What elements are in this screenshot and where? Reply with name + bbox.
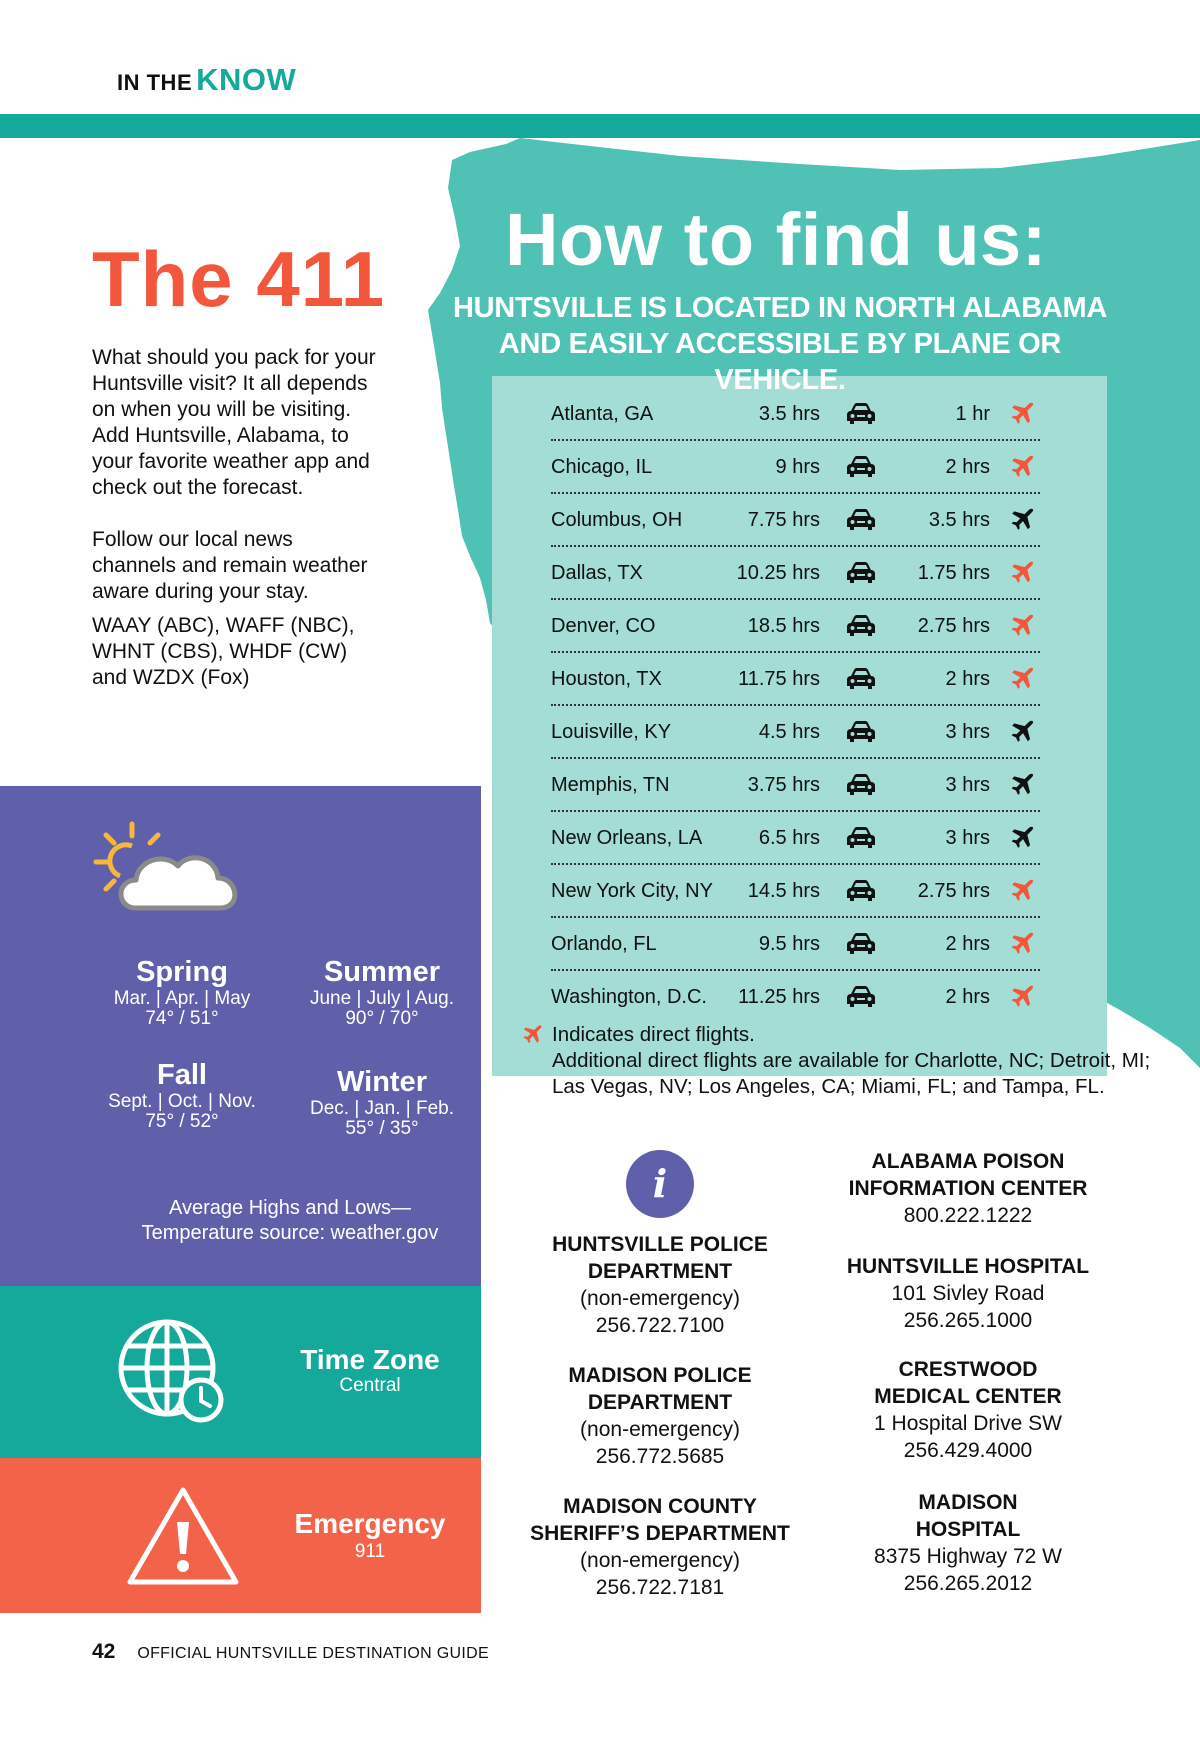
find-us-subtitle	[430, 290, 1130, 398]
row-drive-time: 9.5 hrs	[758, 933, 820, 955]
row-city: Columbus, OH	[551, 509, 683, 531]
season-months: June | July | Aug.	[309, 988, 454, 1009]
contact-huntsville-police	[510, 1231, 810, 1339]
note-direct-flights: Indicates direct flights.	[552, 1023, 755, 1046]
row-flight-time: 2 hrs	[945, 933, 990, 955]
table-row	[551, 812, 1040, 865]
row-drive-time: 9 hrs	[775, 456, 820, 478]
season-months: Dec. | Jan. | Feb.	[310, 1098, 454, 1119]
contact-phone: 256.265.1000	[903, 1309, 1033, 1332]
row-city: Louisville, KY	[551, 721, 672, 743]
contact-phone: 256.265.2012	[903, 1572, 1033, 1595]
season-winter	[282, 1068, 482, 1138]
contact-phone: 256.722.7181	[595, 1576, 725, 1599]
table-row	[551, 865, 1040, 918]
find-us-subtitle-line1: HUNTSVILLE IS LOCATED IN NORTH ALABAMA	[453, 292, 1107, 324]
car-icon	[846, 508, 876, 532]
row-drive-time: 6.5 hrs	[758, 827, 820, 849]
row-flight-time: 3.5 hrs	[928, 509, 990, 531]
time-zone-panel	[0, 1286, 481, 1458]
plane-icon	[1010, 506, 1036, 532]
row-city: Houston, TX	[551, 668, 662, 690]
note-additional-flights: Additional direct flights are available for Charlotte, NC; Detroit, MI; Las Vegas, NV; Los Angeles, CA; Miami, FL; and Tampa, FL.	[552, 1049, 1151, 1098]
row-city: Denver, CO	[551, 615, 656, 637]
plane-icon	[1010, 877, 1036, 903]
travel-times-table	[551, 388, 1040, 1024]
season-fall	[82, 1061, 282, 1131]
season-spring	[82, 958, 282, 1028]
table-row	[551, 494, 1040, 547]
row-drive-time: 7.75 hrs	[747, 509, 820, 531]
row-flight-time: 3 hrs	[945, 774, 990, 796]
top-rule	[0, 114, 1200, 138]
car-icon	[846, 402, 876, 426]
emergency-number: 911	[354, 1541, 386, 1562]
contact-name: CRESTWOOD	[898, 1358, 1038, 1381]
weather-caption-line1: Average Highs and Lows—	[169, 1197, 411, 1219]
contact-address: 101 Sivley Road	[891, 1282, 1045, 1305]
season-months: Mar. | Apr. | May	[113, 988, 251, 1009]
page-number: 42	[92, 1640, 116, 1663]
season-temps: 74° / 51°	[145, 1008, 219, 1029]
table-row	[551, 388, 1040, 441]
car-icon	[846, 667, 876, 691]
table-row	[551, 600, 1040, 653]
row-city: Atlanta, GA	[551, 403, 654, 425]
contact-madison-hospital	[818, 1489, 1118, 1597]
contact-name: MADISON COUNTY	[563, 1495, 757, 1518]
contact-name: ALABAMA POISON	[871, 1150, 1065, 1173]
season-summer	[282, 958, 482, 1028]
table-row	[551, 706, 1040, 759]
season-name: Spring	[136, 956, 228, 988]
find-us-subtitle-line2: AND EASILY ACCESSIBLE BY PLANE OR VEHICLE.	[498, 328, 1062, 396]
weather-caption	[110, 1196, 470, 1246]
row-city: Chicago, IL	[551, 456, 653, 478]
table-row	[551, 547, 1040, 600]
row-flight-time: 3 hrs	[945, 721, 990, 743]
intro-paragraph-pack: What should you pack for your Huntsville visit? It all depends on when you will be visiting. Add Huntsville, Alabama, to your favorite weather app and check out the forecast.	[92, 346, 376, 499]
car-icon	[846, 985, 876, 1009]
table-row	[551, 653, 1040, 706]
car-icon	[846, 720, 876, 744]
car-icon	[846, 879, 876, 903]
row-city: Dallas, TX	[551, 562, 643, 584]
plane-icon	[1010, 930, 1036, 956]
header-highlight: KNOW	[196, 62, 297, 97]
info-icon: i	[626, 1150, 694, 1218]
car-icon	[846, 614, 876, 638]
row-city: Orlando, FL	[551, 933, 657, 955]
contact-name: HUNTSVILLE POLICE	[552, 1233, 768, 1256]
contact-name: MEDICAL CENTER	[874, 1385, 1062, 1408]
season-months: Sept. | Oct. | Nov.	[108, 1091, 256, 1112]
contact-phone: 256.429.4000	[903, 1439, 1033, 1462]
contact-name: INFORMATION CENTER	[848, 1177, 1088, 1200]
emergency-title: Emergency	[294, 1508, 446, 1539]
contact-name: HUNTSVILLE HOSPITAL	[846, 1255, 1090, 1278]
row-flight-time: 2.75 hrs	[917, 880, 990, 902]
contact-madison-police	[510, 1362, 810, 1470]
emergency-panel	[0, 1458, 481, 1613]
contact-address: 1 Hospital Drive SW	[874, 1412, 1062, 1435]
plane-icon	[1010, 612, 1036, 638]
row-flight-time: 1.75 hrs	[917, 562, 990, 584]
contact-phone: 800.222.1222	[903, 1204, 1033, 1227]
contact-name: DEPARTMENT	[587, 1391, 733, 1414]
direct-flight-note	[522, 1022, 1162, 1100]
contact-crestwood	[818, 1356, 1118, 1464]
plane-icon	[1010, 453, 1036, 479]
row-city: Memphis, TN	[551, 774, 670, 796]
row-flight-time: 2 hrs	[945, 986, 990, 1008]
contact-name: DEPARTMENT	[587, 1260, 733, 1283]
car-icon	[846, 455, 876, 479]
row-city: Washington, D.C.	[551, 986, 707, 1008]
find-us-title: How to find us:	[505, 198, 1047, 281]
contact-name: SHERIFF’S DEPARTMENT	[530, 1522, 790, 1545]
time-zone-value: Central	[339, 1375, 401, 1396]
contact-detail: (non-emergency)	[580, 1287, 740, 1310]
season-name: Summer	[323, 956, 441, 988]
globe-clock-icon	[115, 1316, 225, 1426]
row-drive-time: 4.5 hrs	[758, 721, 820, 743]
season-name: Fall	[157, 1059, 207, 1091]
car-icon	[846, 773, 876, 797]
plane-icon	[1010, 559, 1036, 585]
row-drive-time: 11.25 hrs	[738, 986, 820, 1008]
section-header	[117, 62, 297, 97]
table-row	[551, 441, 1040, 494]
contact-madison-sheriff	[510, 1493, 810, 1601]
contact-name: MADISON	[918, 1491, 1018, 1514]
contact-detail: (non-emergency)	[580, 1418, 740, 1441]
page-title-411: The 411	[92, 235, 386, 323]
season-temps: 90° / 70°	[345, 1008, 419, 1029]
plane-icon	[1010, 983, 1036, 1009]
contact-name: MADISON POLICE	[568, 1364, 752, 1387]
contact-huntsville-hospital	[818, 1253, 1118, 1334]
season-temps: 75° / 52°	[145, 1111, 219, 1132]
row-drive-time: 18.5 hrs	[747, 615, 820, 637]
row-flight-time: 1 hr	[955, 403, 990, 425]
row-city: New Orleans, LA	[551, 827, 703, 849]
intro-paragraph-news: Follow our local news channels and remain weather aware during your stay.	[92, 528, 368, 603]
weather-caption-line2: Temperature source: weather.gov	[141, 1222, 439, 1244]
plane-icon	[1010, 718, 1036, 744]
intro-paragraph-stations: WAAY (ABC), WAFF (NBC), WHNT (CBS), WHDF (CW) and WZDX (Fox)	[92, 614, 355, 689]
weather-panel	[0, 786, 481, 1286]
contact-address: 8375 Highway 72 W	[874, 1545, 1062, 1568]
contact-phone: 256.722.7100	[595, 1314, 725, 1337]
row-flight-time: 3 hrs	[945, 827, 990, 849]
table-row	[551, 918, 1040, 971]
time-zone-title: Time Zone	[300, 1344, 440, 1375]
car-icon	[846, 561, 876, 585]
plane-icon	[1010, 824, 1036, 850]
row-flight-time: 2.75 hrs	[917, 615, 990, 637]
row-drive-time: 3.75 hrs	[747, 774, 820, 796]
car-icon	[846, 932, 876, 956]
plane-icon	[1010, 665, 1036, 691]
car-icon	[846, 826, 876, 850]
plane-icon	[1010, 771, 1036, 797]
guide-title: OFFICIAL HUNTSVILLE DESTINATION GUIDE	[137, 1645, 489, 1662]
row-drive-time: 10.25 hrs	[736, 562, 820, 584]
contact-name: HOSPITAL	[915, 1518, 1021, 1541]
header-prefix: IN THE	[117, 70, 193, 95]
season-name: Winter	[337, 1066, 427, 1098]
page-footer	[92, 1640, 489, 1664]
table-row	[551, 971, 1040, 1024]
row-flight-time: 2 hrs	[945, 456, 990, 478]
contact-phone: 256.772.5685	[595, 1445, 725, 1468]
sun-cloud-icon	[92, 816, 252, 926]
plane-icon	[1010, 400, 1036, 426]
contact-detail: (non-emergency)	[580, 1549, 740, 1572]
intro-text	[92, 345, 382, 717]
table-row	[551, 759, 1040, 812]
row-drive-time: 3.5 hrs	[758, 403, 820, 425]
row-drive-time: 11.75 hrs	[738, 668, 820, 690]
plane-icon	[522, 1023, 544, 1045]
row-city: New York City, NY	[551, 880, 713, 902]
season-temps: 55° / 35°	[345, 1118, 419, 1139]
row-flight-time: 2 hrs	[945, 668, 990, 690]
warning-icon	[124, 1484, 242, 1588]
contact-poison-center	[818, 1148, 1118, 1229]
row-drive-time: 14.5 hrs	[747, 880, 820, 902]
